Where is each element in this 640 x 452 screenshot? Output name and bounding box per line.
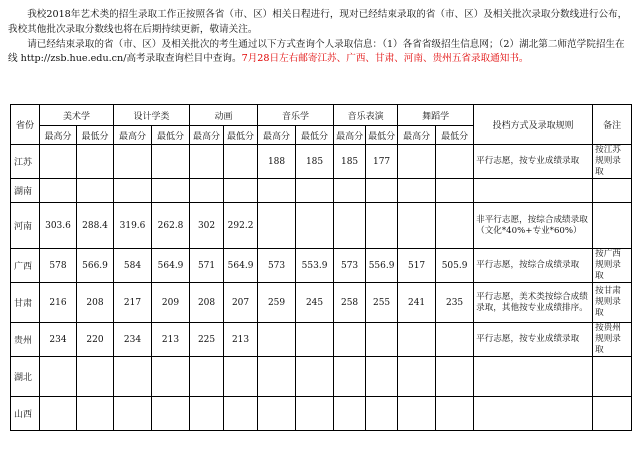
cell-score: 225: [190, 323, 224, 357]
cell-score: [190, 179, 224, 203]
cell-score: 220: [77, 323, 114, 357]
cell-score: 213: [152, 323, 190, 357]
cell-score: [334, 357, 366, 397]
cell-score: [258, 179, 296, 203]
cell-score: [258, 397, 296, 431]
header-high: 最高分: [258, 126, 296, 145]
cell-score: [436, 203, 474, 249]
cell-score: 209: [152, 283, 190, 323]
cell-score: 188: [258, 145, 296, 179]
cell-score: [77, 357, 114, 397]
cell-score: 245: [296, 283, 334, 323]
cell-score: 185: [334, 145, 366, 179]
header-high: 最高分: [398, 126, 436, 145]
cell-province: 甘肃: [11, 283, 40, 323]
cell-score: 571: [190, 249, 224, 283]
header-high: 最高分: [190, 126, 224, 145]
cell-score: 258: [334, 283, 366, 323]
cell-note: [593, 179, 632, 203]
cell-score: [296, 179, 334, 203]
cell-score: 217: [114, 283, 152, 323]
cell-score: [152, 179, 190, 203]
cell-score: 185: [296, 145, 334, 179]
cell-score: [334, 179, 366, 203]
table-row: [11, 323, 632, 357]
cell-score: 288.4: [77, 203, 114, 249]
cell-policy: 平行志愿，美术类按综合成绩录取，其他按专业成绩排序。: [474, 283, 593, 323]
cell-score: 259: [258, 283, 296, 323]
cell-score: [40, 179, 77, 203]
cell-score: 556.9: [366, 249, 398, 283]
cell-score: [334, 203, 366, 249]
cell-score: [366, 179, 398, 203]
table-header-row-1: [11, 105, 632, 126]
cell-note: [593, 357, 632, 397]
cell-province: 广西: [11, 249, 40, 283]
cell-score: [436, 323, 474, 357]
cell-province: 湖北: [11, 357, 40, 397]
cell-score: 255: [366, 283, 398, 323]
cell-score: [436, 145, 474, 179]
cell-score: [77, 179, 114, 203]
cell-score: [296, 203, 334, 249]
cell-score: 319.6: [114, 203, 152, 249]
cell-policy: 平行志愿，按专业成绩录取: [474, 323, 593, 357]
header-group-dance: 舞蹈学: [398, 105, 474, 126]
intro-query-methods: 请已经结束录取的省（市、区）及相关批次的考生通过以下方式查询个人录取信息：（1）各省省级招生信息网；（2）湖北第二师范学院招生在线 http://zsb.hue.edu.cn/高考录取查询栏目中查询。: [8, 38, 625, 65]
table-row: [11, 397, 632, 431]
cell-policy: 非平行志愿，按综合成绩录取（文化*40%+专业*60%）: [474, 203, 593, 249]
header-group-music-performance: 音乐表演: [334, 105, 398, 126]
cell-score: [398, 397, 436, 431]
header-group-fine-arts: 美术学: [40, 105, 114, 126]
cell-score: 566.9: [77, 249, 114, 283]
header-group-animation: 动画: [190, 105, 258, 126]
header-low: 最低分: [224, 126, 258, 145]
cell-score: 208: [77, 283, 114, 323]
cell-score: [258, 323, 296, 357]
header-group-design: 设计学类: [114, 105, 190, 126]
table-body: [11, 145, 632, 431]
cell-province: 河南: [11, 203, 40, 249]
cell-score: [152, 357, 190, 397]
cell-score: [40, 397, 77, 431]
header-low: 最低分: [436, 126, 474, 145]
cell-score: [40, 145, 77, 179]
cell-note: [593, 397, 632, 431]
cell-province: 江苏: [11, 145, 40, 179]
cell-score: 564.9: [224, 249, 258, 283]
cell-score: 213: [224, 323, 258, 357]
cell-score: 208: [190, 283, 224, 323]
header-policy: 投档方式及录取规则: [474, 105, 593, 145]
cell-score: [77, 397, 114, 431]
header-low: 最低分: [366, 126, 398, 145]
header-low: 最低分: [77, 126, 114, 145]
cell-score: [296, 397, 334, 431]
cell-score: [190, 145, 224, 179]
cell-score: 573: [258, 249, 296, 283]
header-high: 最高分: [40, 126, 77, 145]
cell-note: 按贵州规则录取: [593, 323, 632, 357]
cell-score: 578: [40, 249, 77, 283]
header-low: 最低分: [152, 126, 190, 145]
cell-policy: 平行志愿，按专业成绩录取: [474, 145, 593, 179]
cell-score: [114, 397, 152, 431]
cell-score: [398, 357, 436, 397]
cell-score: [114, 357, 152, 397]
table-row: [11, 357, 632, 397]
cell-score: [436, 397, 474, 431]
cell-score: [436, 179, 474, 203]
cell-score: 302: [190, 203, 224, 249]
cell-score: [398, 179, 436, 203]
cell-score: 584: [114, 249, 152, 283]
cell-score: [366, 397, 398, 431]
cell-score: [296, 357, 334, 397]
cell-score: [77, 145, 114, 179]
intro-text: [8, 8, 632, 67]
cell-policy: [474, 357, 593, 397]
cell-province: 山西: [11, 397, 40, 431]
cell-score: [366, 357, 398, 397]
cell-score: 234: [114, 323, 152, 357]
cell-score: 564.9: [152, 249, 190, 283]
header-group-musicology: 音乐学: [258, 105, 334, 126]
header-high: 最高分: [114, 126, 152, 145]
intro-mailing-notice: 7月28日左右邮寄江苏、广西、甘肃、河南、贵州五省录取通知书。: [241, 53, 529, 65]
cell-note: 按甘肃规则录取: [593, 283, 632, 323]
cell-score: [366, 203, 398, 249]
header-high: 最高分: [334, 126, 366, 145]
table-row: [11, 203, 632, 249]
cell-score: 517: [398, 249, 436, 283]
cell-note: 按江苏规则录取: [593, 145, 632, 179]
cell-note: [593, 203, 632, 249]
cell-score: 262.8: [152, 203, 190, 249]
cell-policy: 平行志愿，按综合成绩录取: [474, 249, 593, 283]
cell-score: 241: [398, 283, 436, 323]
cell-score: 216: [40, 283, 77, 323]
cell-score: 303.6: [40, 203, 77, 249]
table-row: [11, 179, 632, 203]
cell-score: [224, 179, 258, 203]
cell-policy: [474, 179, 593, 203]
cell-score: [366, 323, 398, 357]
intro-paragraph-2: [8, 38, 632, 68]
cell-score: [334, 397, 366, 431]
cell-province: 贵州: [11, 323, 40, 357]
header-province: 省份: [11, 105, 40, 145]
cell-score: [436, 357, 474, 397]
header-low: 最低分: [296, 126, 334, 145]
table-row: [11, 249, 632, 283]
cell-policy: [474, 397, 593, 431]
cell-score: [224, 357, 258, 397]
cell-score: [152, 397, 190, 431]
cell-score: [224, 145, 258, 179]
cell-score: 505.9: [436, 249, 474, 283]
cell-score: [258, 203, 296, 249]
table-row: [11, 145, 632, 179]
cell-score: [190, 397, 224, 431]
cell-score: [40, 357, 77, 397]
cell-score: [334, 323, 366, 357]
cell-score: [224, 397, 258, 431]
cell-score: 292.2: [224, 203, 258, 249]
cell-score: 207: [224, 283, 258, 323]
cell-score: [398, 145, 436, 179]
admission-score-table: [10, 104, 632, 431]
cell-score: [152, 145, 190, 179]
cell-score: 573: [334, 249, 366, 283]
intro-paragraph-1: 我校2018年艺术类的招生录取工作正按照各省（市、区）相关日程进行，现对已经结束录取的省（市、区）及相关批次录取分数线进行公布，我校其他批次录取分数线也将在后期持续更新，敬请关注。: [8, 9, 628, 35]
cell-score: [398, 323, 436, 357]
cell-score: 235: [436, 283, 474, 323]
cell-score: [296, 323, 334, 357]
cell-score: [398, 203, 436, 249]
cell-score: [258, 357, 296, 397]
cell-score: 234: [40, 323, 77, 357]
cell-note: 按广西规则录取: [593, 249, 632, 283]
cell-province: 湖南: [11, 179, 40, 203]
cell-score: [114, 145, 152, 179]
cell-score: 553.9: [296, 249, 334, 283]
table-row: [11, 283, 632, 323]
cell-score: [114, 179, 152, 203]
header-note: 备注: [593, 105, 632, 145]
cell-score: 177: [366, 145, 398, 179]
cell-score: [190, 357, 224, 397]
